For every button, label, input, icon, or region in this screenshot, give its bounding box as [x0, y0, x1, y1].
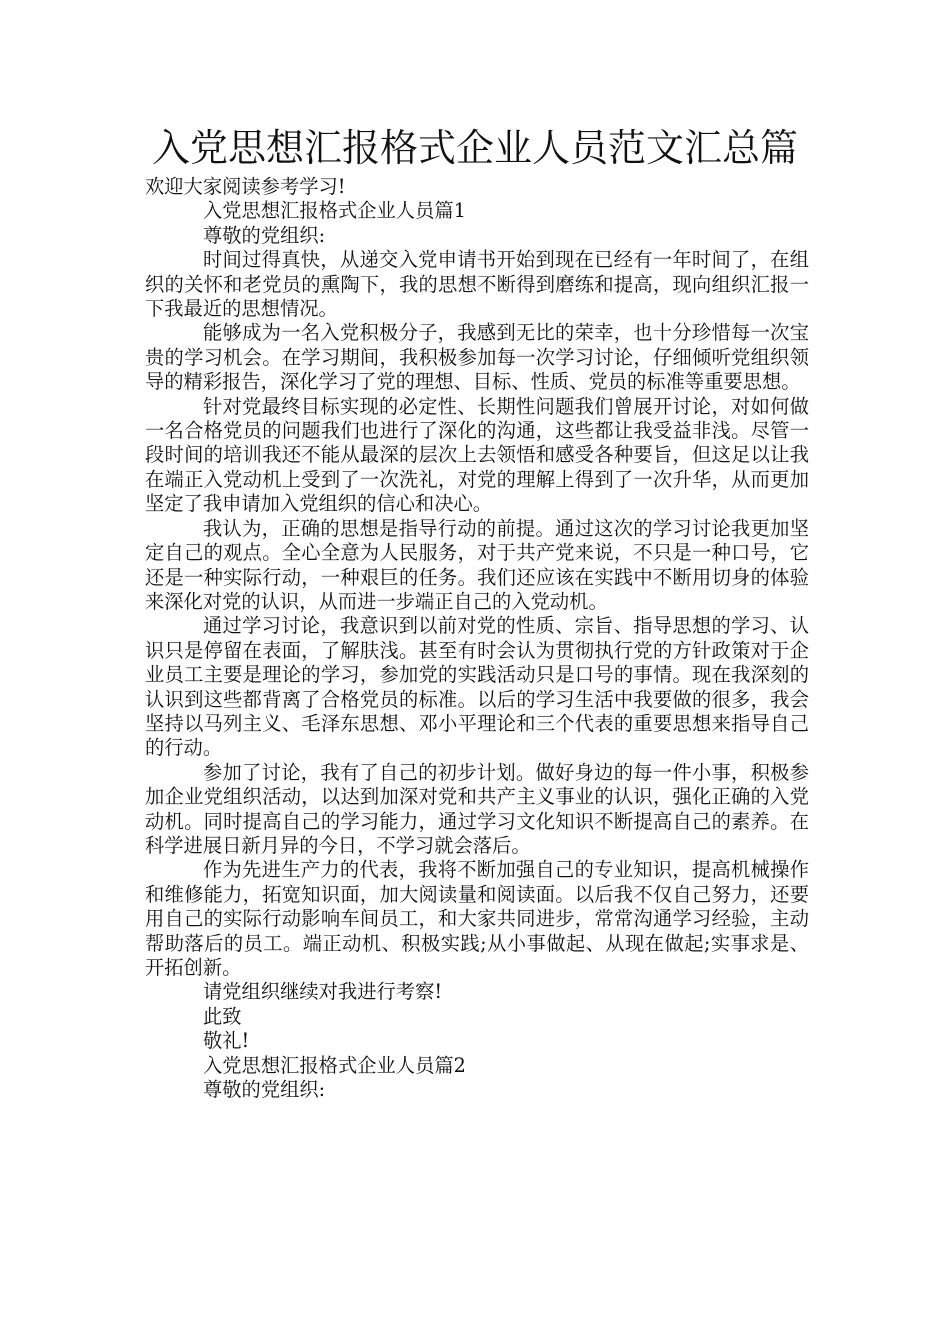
paragraph: 参加了讨论，我有了自己的初步计划。做好身边的每一件小事，积极参加企业党组织活动，以达到加深对党和共产主义事业的认识，强化正确的入党动机。同时提高自己的学习能力，通过学习文化知识不断提高自己的素养。在科学进展日新月异的今日，不学习就会落后。	[145, 760, 809, 857]
paragraph: 通过学习讨论，我意识到以前对党的性质、宗旨、指导思想的学习、认识只是停留在表面，了解肤浅。甚至有时会认为贯彻执行党的方针政策对于企业员工主要是理论的学习，参加党的实践活动只是口号的事情。现在我深刻的认识到这些都背离了合格党员的标准。以后的学习生活中我要做的很多，我会坚持以马列主义、毛泽东思想、邓小平理论和三个代表的重要思想来指导自己的行动。	[145, 614, 809, 760]
paragraph: 能够成为一名入党积极分子，我感到无比的荣幸，也十分珍惜每一次宝贵的学习机会。在学习期间，我积极参加每一次学习讨论，仔细倾听党组织领导的精彩报告，深化学习了党的理想、目标、性质、党员的标准等重要思想。	[145, 321, 809, 394]
document-title: 入党思想汇报格式企业人员范文汇总篇	[151, 126, 798, 170]
section-heading-2: 入党思想汇报格式企业人员篇2	[203, 1053, 466, 1077]
salutation-1: 尊敬的党组织:	[203, 223, 326, 247]
sign-off-line: 此致	[203, 1004, 242, 1028]
sign-off-line: 敬礼!	[203, 1029, 250, 1053]
paragraph: 时间过得真快，从递交入党申请书开始到现在已经有一年时间了，在组织的关怀和老党员的熏陶下，我的思想不断得到磨练和提高，现向组织汇报一下我最近的思想情况。	[145, 248, 809, 321]
paragraph: 作为先进生产力的代表，我将不断加强自己的专业知识，提高机械操作和维修能力，拓宽知识面，加大阅读量和阅读面。以后我不仅自己努力，还要用自己的实际行动影响车间员工，和大家共同进步，常常沟通学习经验，主动帮助落后的员工。端正动机、积极实践;从小事做起、从现在做起;实事求是、开拓创新。	[145, 858, 809, 979]
section-heading-1: 入党思想汇报格式企业人员篇1	[203, 199, 466, 223]
document-body	[145, 175, 809, 1102]
closing-line: 请党组织继续对我进行考察!	[203, 980, 443, 1004]
paragraph: 针对党最终目标实现的必定性、长期性问题我们曾展开讨论，对如何做一名合格党员的问题我们也进行了深化的沟通，这些都让我受益非浅。尽管一段时间的培训我还不能从最深的层次上去领悟和感受各种要旨，但这足以让我在端正入党动机上受到了一次洗礼，对党的理解上得到了一次升华，从而更加坚定了我申请加入党组织的信心和决心。	[145, 394, 809, 516]
intro-text: 欢迎大家阅读参考学习!	[145, 175, 346, 198]
salutation-2: 尊敬的党组织:	[203, 1078, 326, 1102]
paragraph: 我认为，正确的思想是指导行动的前提。通过这次的学习讨论我更加坚定自己的观点。全心全意为人民服务，对于共产党来说，不只是一种口号，它还是一种实际行动，一种艰巨的任务。我们还应该在实践中不断用切身的体验来深化对党的认识，从而进一步端正自己的入党动机。	[145, 516, 809, 613]
